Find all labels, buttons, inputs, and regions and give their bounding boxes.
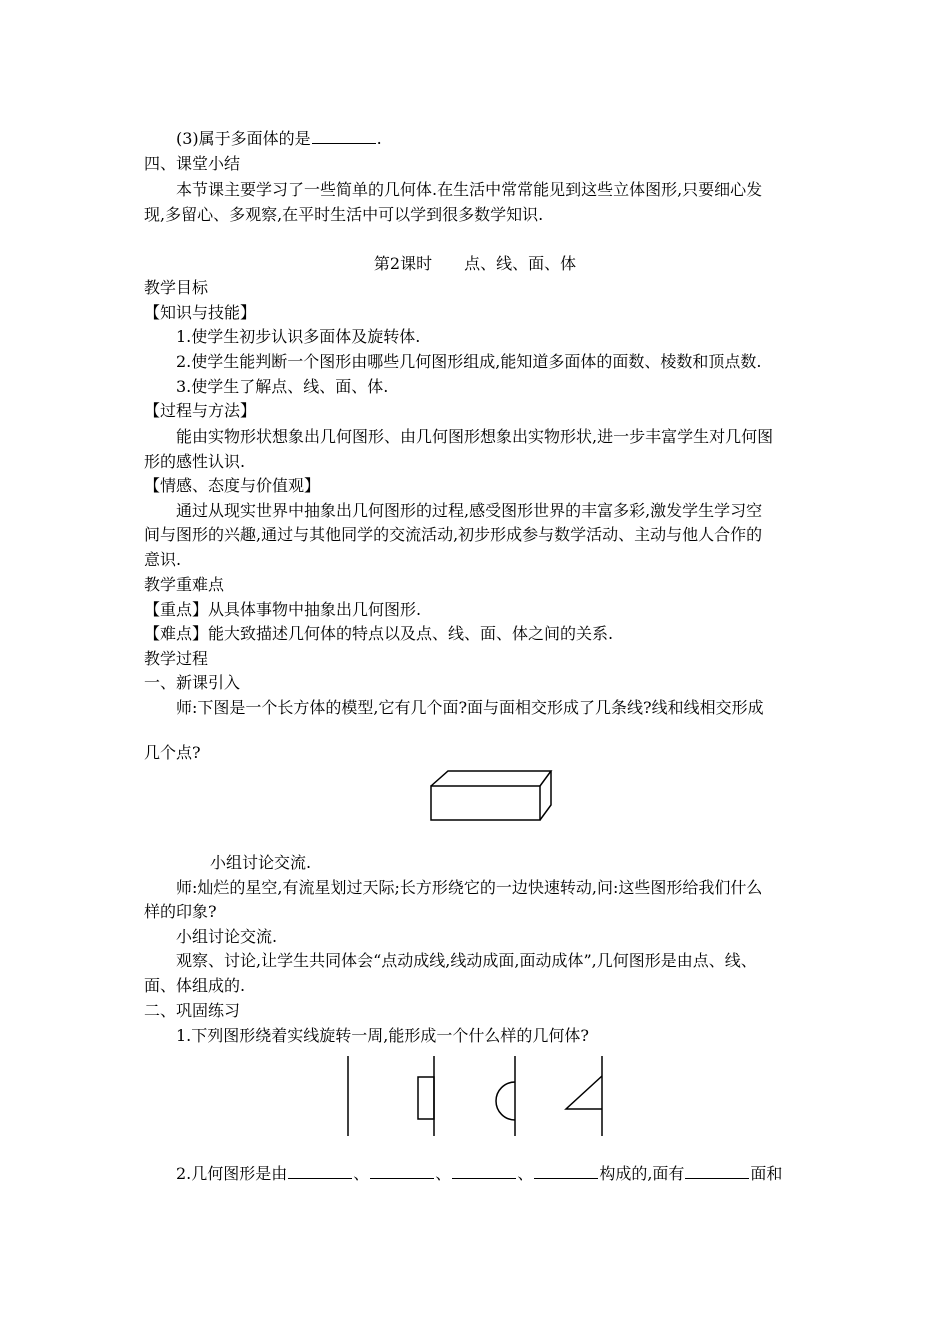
answer-blank — [312, 127, 376, 144]
teacher-question-1a: 师:下图是一个长方体的模型,它有几个面?面与面相交形成了几条线?线和线相交形成 — [176, 698, 764, 717]
goals-heading: 教学目标 — [144, 278, 209, 297]
cuboid-front-face — [431, 786, 540, 820]
emotion-line-3: 意识. — [144, 550, 182, 569]
knowledge-item-1: 1.使学生初步认识多面体及旋转体. — [176, 327, 421, 346]
emotion-heading: 【情感、态度与价值观】 — [144, 476, 321, 495]
process-section-heading: 教学过程 — [144, 649, 209, 668]
question-2-middle: 构成的,面有 — [599, 1164, 685, 1183]
process-line-1: 能由实物形状想象出几何图形、由几何图形想象出实物形状,进一步丰富学生对几何图 — [176, 427, 774, 446]
practice-question-2 — [176, 1162, 782, 1186]
knowledge-item-2: 2.使学生能判断一个图形由哪些几何图形组成,能知道多面体的面数、棱数和顶点数. — [176, 352, 762, 371]
separator: 、 — [435, 1164, 452, 1183]
separator: 、 — [517, 1164, 534, 1183]
answer-blank-4 — [534, 1162, 598, 1179]
summary-line-2: 现,多留心、多观察,在平时生活中可以学到很多数学知识. — [144, 205, 544, 224]
process-heading: 【过程与方法】 — [144, 401, 257, 420]
answer-blank-5 — [685, 1162, 749, 1179]
key-point: 【重点】从具体事物中抽象出几何图形. — [144, 600, 422, 619]
process-line-2: 形的感性认识. — [144, 452, 246, 471]
semicircle-on-line — [496, 1082, 515, 1120]
observe-line-2: 面、体组成的. — [144, 976, 246, 995]
question-3-text: (3)属于多面体的是 — [176, 129, 311, 148]
answer-blank-3 — [452, 1162, 516, 1179]
practice-heading: 二、巩固练习 — [144, 1001, 241, 1020]
question-2-end: 面和 — [750, 1164, 783, 1183]
observe-line-1: 观察、讨论,让学生共同体会“点动成线,线动成面,面动成体”,几何图形是由点、线、 — [176, 951, 757, 970]
summary-line-1: 本节课主要学习了一些简单的几何体.在生活中常常能见到这些立体图形,只要细心发 — [176, 180, 763, 199]
cuboid-figure — [425, 768, 555, 824]
question-3 — [176, 127, 382, 151]
question-3-end: . — [376, 129, 382, 148]
difficult-point: 【难点】能大致描述几何体的特点以及点、线、面、体之间的关系. — [144, 624, 614, 643]
answer-blank-1 — [288, 1162, 352, 1179]
question-2-text: 2.几何图形是由 — [176, 1164, 288, 1183]
rotation-figures — [330, 1054, 620, 1140]
teacher-question-2a: 师:灿烂的星空,有流星划过天际;长方形绕它的一边快速转动,问:这些图形给我们什么 — [176, 878, 763, 897]
knowledge-item-3: 3.使学生了解点、线、面、体. — [176, 377, 389, 396]
emotion-line-1: 通过从现实世界中抽象出几何图形的过程,感受图形世界的丰富多彩,激发学生学习空 — [176, 501, 763, 520]
answer-blank-2 — [370, 1162, 434, 1179]
lesson-title: 第2课时 点、线、面、体 — [373, 254, 577, 273]
key-heading: 教学重难点 — [144, 575, 225, 594]
triangle-on-line — [566, 1076, 602, 1109]
group-discussion-2: 小组讨论交流. — [176, 927, 278, 946]
practice-question-1: 1.下列图形绕着实线旋转一周,能形成一个什么样的几何体? — [176, 1026, 589, 1045]
teacher-question-2b: 样的印象? — [144, 902, 217, 921]
knowledge-heading: 【知识与技能】 — [144, 303, 257, 322]
separator: 、 — [353, 1164, 370, 1183]
section-4-heading: 四、课堂小结 — [144, 154, 241, 173]
teacher-question-1b: 几个点? — [144, 743, 201, 762]
group-discussion-1: 小组讨论交流. — [210, 853, 312, 872]
intro-heading: 一、新课引入 — [144, 673, 241, 692]
cuboid-top-face — [431, 771, 551, 786]
rectangle-on-line — [418, 1077, 434, 1119]
emotion-line-2: 间与图形的兴趣,通过与其他同学的交流活动,初步形成参与数学活动、主动与他人合作的 — [144, 525, 763, 544]
